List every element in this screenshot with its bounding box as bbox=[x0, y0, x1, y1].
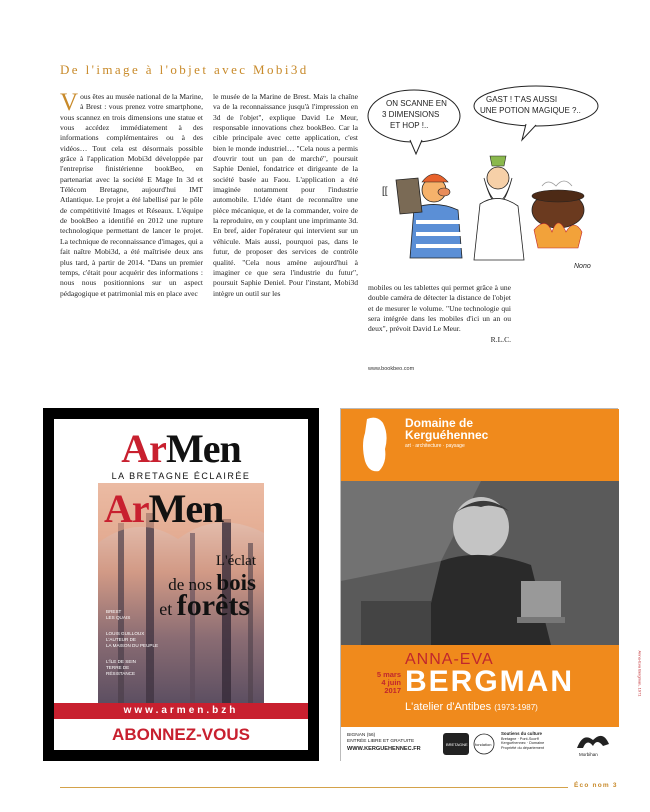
exhibition-title-text: L'atelier d'Antibes bbox=[405, 701, 492, 713]
cover-teaser-1-line-1: BREST bbox=[106, 609, 122, 614]
cover-teaser-1 bbox=[106, 609, 176, 621]
cover-teaser-3 bbox=[106, 659, 176, 676]
cover-teaser-3-line-1: L'ÎLE DE SEIN bbox=[106, 659, 136, 664]
sponsors-line-1: Bretagne · Pont-Scorff bbox=[501, 736, 539, 741]
artist-last-name: BERGMAN bbox=[405, 665, 574, 698]
bretagne-logo-text: BRETAGNE bbox=[446, 742, 468, 747]
armen-tagline: LA BRETAGNE ÉCLAIRÉE bbox=[111, 471, 251, 481]
cover-teaser-2 bbox=[106, 631, 176, 648]
cover-headline-1: L'éclat bbox=[215, 553, 256, 569]
kerguehennec-info bbox=[347, 733, 421, 752]
column-1-text: ous êtes au musée national de la Marine, à Brest : vous prenez votre smartphone, vous scannez en trois dimensions une statue et vous accédez immédiatement à des informations complémentaires ou à des vidéos… Tout cela est désormais possible grâce à l'application Mobi3d développée par l'entreprise finistérienne bookBeo, en partenariat avec la société E Mage In 3d et Télécom Bretagne, aujourd'hui IMT Atlantique. Le projet a été labellisé par le pôle de compétitivité Images et Réseaux. L'équipe de bookBeo a identifié en 2012 une rupture technologique permettant de lancer le projet. La technique de reconnaissance d'images, qui a fait naître Mobi3d, a été maîtrisée deux ans plus tard, à partir de 2014. "Dans un premier temps, c'était pour acquérir des informations : nous nous positionnions sur un aspect pédagogique et patrimonial mis en place avec bbox=[60, 92, 203, 298]
armen-advertisement[interactable] bbox=[43, 408, 319, 761]
article-url[interactable]: www.bookbeo.com bbox=[368, 366, 415, 372]
sponsors-title: Soutiens du culture bbox=[501, 731, 542, 736]
kerguehennec-logo-icon bbox=[359, 415, 393, 473]
bubble2-line1: GAST ! T'AS AUSSI bbox=[486, 95, 558, 104]
kerguehennec-title-line-2: Kerguéhennec bbox=[405, 428, 489, 442]
exhibition-dates-line-3: 2017 bbox=[384, 686, 401, 695]
armen-logo-ar: Ar bbox=[121, 426, 166, 471]
magazine-cover bbox=[98, 483, 264, 705]
right-character-body bbox=[474, 198, 524, 260]
article-column-1 bbox=[60, 89, 203, 299]
kerguehennec-subtitle: art · architecture · paysage bbox=[405, 443, 465, 449]
cover-headline-3-bold: forêts bbox=[176, 589, 250, 622]
artist-first-name: ANNA-EVA bbox=[405, 651, 494, 668]
armen-url[interactable]: www.armen.bzh bbox=[54, 703, 308, 719]
bubble1-line3: ET HOP !.. bbox=[390, 121, 429, 130]
cartoon-bracket: [[ bbox=[382, 186, 388, 197]
cover-logo-ar: Ar bbox=[104, 486, 149, 531]
cover-teaser-1-line-2: LES QUAIS bbox=[106, 614, 131, 620]
article-column-3 bbox=[368, 283, 511, 345]
exhibition-dates bbox=[361, 671, 401, 695]
morbihan-logo-icon bbox=[573, 730, 613, 758]
fire-icon bbox=[534, 223, 582, 248]
kerguehennec-advertisement[interactable] bbox=[340, 408, 643, 761]
kerguehennec-footer bbox=[341, 727, 619, 762]
exhibition-dates-line-1: 5 mars bbox=[376, 670, 401, 679]
bubble1-line2: 3 DIMENSIONS bbox=[382, 110, 440, 119]
sponsors-line-2: Kerguéhennec · Domaine bbox=[501, 741, 545, 746]
cover-teaser-3-line-2: TERRE DE bbox=[106, 664, 130, 670]
tablet-icon bbox=[396, 178, 422, 214]
cover-teaser-2-line-1: LOUIS GUILLOUX bbox=[106, 631, 145, 636]
cover-logo-men: Men bbox=[148, 486, 224, 531]
cover-headline-3-pre: et bbox=[159, 599, 177, 619]
bubble1-line1: ON SCANNE EN bbox=[386, 99, 447, 108]
exhibition-title bbox=[405, 701, 538, 713]
kerguehennec-title bbox=[405, 417, 488, 441]
exhibition-band bbox=[341, 645, 619, 727]
cover-logo bbox=[104, 485, 223, 532]
article-column-2 bbox=[213, 92, 358, 299]
kerguehennec-header bbox=[341, 409, 619, 481]
cartoon-signature: Nono bbox=[574, 263, 591, 270]
bubble2-line2: UNE POTION MAGIQUE ?.. bbox=[480, 106, 581, 115]
armen-inner-panel bbox=[54, 419, 308, 703]
morbihan-logo-text: Morbihan bbox=[579, 752, 598, 757]
cover-headline-2-bold: bois bbox=[216, 570, 256, 595]
cover-headline-2-pre: de nos bbox=[168, 575, 217, 594]
armen-logo-men: Men bbox=[165, 426, 241, 471]
kerguehennec-location: BIGNAN (56) bbox=[347, 733, 376, 738]
photo-credit: Anna-Eva Bergman, 1971 bbox=[637, 650, 643, 697]
article-signature: R.L.C. bbox=[490, 334, 511, 344]
kerguehennec-title-line-1: Domaine de bbox=[405, 416, 474, 430]
kerguehennec-admission: ENTRÉE LIBRE ET GRATUITE bbox=[347, 739, 415, 745]
cartoon-illustration bbox=[366, 82, 606, 274]
article-title: De l'image à l'objet avec Mobi3d bbox=[60, 62, 309, 77]
footer-section: Éco nom bbox=[574, 782, 610, 789]
artist-photo bbox=[341, 481, 619, 645]
fondation-logo-text: fondation bbox=[475, 742, 492, 747]
bretagne-logo-icon bbox=[443, 733, 469, 755]
page-footer bbox=[574, 782, 618, 789]
sponsors-line-3: Propriété du département bbox=[501, 745, 545, 750]
column-2-text: le musée de la Marine de Brest. Mais la chaîne va de la reconnaissance jusqu'à l'impression en 3d de l'objet", explique David Le Meur, responsable innovations chez bookBeo. Car la cible principale avec cette application, c'est bien le monde industriel… "Cela nous a permis d'ouvrir tout un pan de marché", poursuit Saphie Deniel, fondatrice et dirigeante de la société basée au Faou. L'application a été imaginée notamment pour l'industrie automobile. L'idée étant de reconnaître une pièce mécanique, et de la commander, voire de la reproduire, en y couplant une imprimante 3d. En bref, aider l'opérateur qui intervient sur un véhicule. Mais aussi, pourquoi pas, dans le futur, de proposer des services de contrôle qualité. "Cela nous amène aujourd'hui à imaginer ce que sera l'industrie du futur", poursuit Saphie Deniel. Pour l'instant, Mobi3d intègre un outil sur les bbox=[213, 92, 358, 298]
column-3-text: mobiles ou les tablettes qui permet grâce à une double caméra de détecter la distance de l'objet et de mesurer le volume. "Une technologie qui sera intégrée dans les mobiles d'ici un an ou deux", prévoit David Le Meur. bbox=[368, 283, 511, 334]
cover-teaser-2-line-3: LA MAISON DU PEUPLE bbox=[106, 642, 159, 648]
footer-rule bbox=[60, 787, 568, 788]
cover-teaser-3-line-3: RÉSISTANCE bbox=[106, 670, 136, 676]
right-character-head bbox=[487, 167, 509, 189]
kerguehennec-website[interactable]: WWW.KERGUEHENNEC.FR bbox=[347, 745, 421, 752]
cover-teaser-2-line-2: L'AUTEUR DE bbox=[106, 636, 136, 642]
subscribe-button[interactable]: ABONNEZ-VOUS bbox=[54, 719, 308, 750]
fondation-logo-icon bbox=[471, 733, 497, 755]
artist-photo-illustration bbox=[341, 481, 619, 645]
exhibition-years: (1973-1987) bbox=[494, 703, 538, 712]
page-number: 3 bbox=[612, 782, 618, 789]
drop-cap: V bbox=[60, 89, 79, 116]
armen-logo bbox=[54, 425, 308, 472]
sponsors-text bbox=[501, 732, 569, 750]
exhibition-dates-line-2: 4 juin bbox=[381, 678, 401, 687]
